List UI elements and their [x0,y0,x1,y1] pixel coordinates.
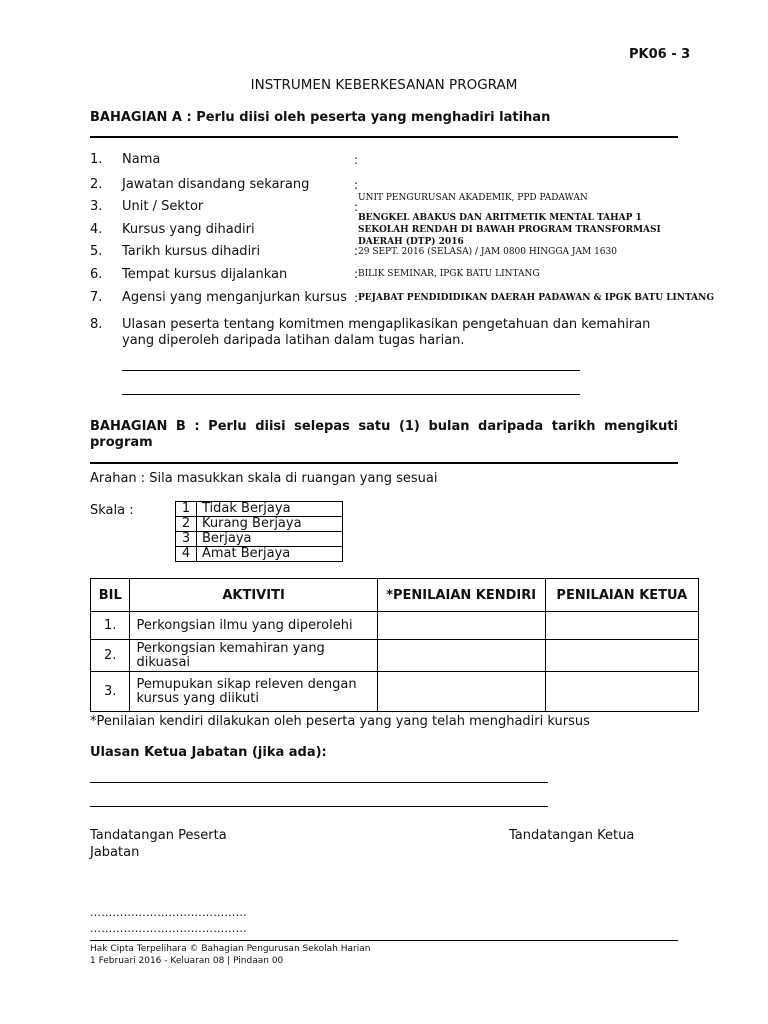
scale-table [175,501,343,562]
answer-line[interactable] [90,806,548,807]
scale-row [176,532,343,547]
item-colon: : [354,244,359,258]
answer-line[interactable] [122,370,580,371]
header-penilaian-ketua: PENILAIAN KETUA [545,579,698,612]
footer-copyright: Hak Cipta Terpelihara © Bahagian Pengurusan Sekolah Harian [90,944,371,954]
header-penilaian-kendiri: *PENILAIAN KENDIRI [377,579,545,612]
item-number: 6. [90,267,103,282]
item-colon: : [354,178,359,192]
ulasan-ketua-heading: Ulasan Ketua Jabatan (jika ada): [90,745,327,760]
item-number: 7. [90,290,103,305]
item-label-tarikh: Tarikh kursus dihadiri [122,244,261,259]
item-label-nama: Nama [122,152,161,167]
row-bil: 1. [91,612,130,640]
item-number: 8. [90,317,103,332]
cell-penilaian-kendiri[interactable] [377,640,545,672]
table-row [91,612,699,640]
item-value-kursus[interactable]: BENGKEL ABAKUS DAN ARITMETIK MENTAL TAHAP 1 SEKOLAH RENDAH DI BAWAH PROGRAM TRANSFORMASI DAERAH (DTP) 2016 [358,213,661,247]
signature-peserta-label: Tandatangan Peserta [90,828,227,843]
answer-line[interactable] [122,394,580,395]
answer-line[interactable] [90,782,548,783]
section-b-heading: BAHAGIAN B : Perlu diisi selepas satu (1) bulan daripada tarikh mengikuti [90,419,678,434]
cell-penilaian-ketua[interactable] [545,612,698,640]
item-8-text: Ulasan peserta tentang komitmen mengaplikasikan pengetahuan dan kemahiran yang diperoleh daripada latihan dalam tugas harian. [122,317,651,348]
cell-penilaian-ketua[interactable] [545,640,698,672]
item-number: 5. [90,244,103,259]
scale-text: Amat Berjaya [197,547,343,562]
activity-table [90,578,699,712]
item-label-unit: Unit / Sektor [122,199,204,214]
item-label-kursus: Kursus yang dihadiri [122,222,255,237]
item-number: 1. [90,152,103,167]
item-number: 4. [90,222,103,237]
scale-text: Berjaya [197,532,343,547]
table-row [91,640,699,672]
scale-label: Skala : [90,503,134,518]
scale-text: Tidak Berjaya [197,502,343,517]
row-bil: 2. [91,640,130,672]
item-value-agensi[interactable]: PEJABAT PENDIDIDIKAN DAERAH PADAWAN & IPGK BATU LINTANG [358,293,715,303]
scale-row [176,517,343,532]
instruction-text: Arahan : Sila masukkan skala di ruangan yang sesuai [90,471,438,486]
row-activity: Perkongsian kemahiran yang dikuasai [130,640,377,672]
item-value-tarikh[interactable]: 29 SEPT. 2016 (SELASA) / JAM 0800 HINGGA JAM 1630 [358,247,617,257]
scale-number: 2 [176,517,197,532]
signature-ketua-label: Tandatangan Ketua [509,828,635,843]
cell-penilaian-kendiri[interactable] [377,612,545,640]
signature-jabatan-label: Jabatan [90,845,140,860]
item-number: 3. [90,199,103,214]
footer-release: 1 Februari 2016 - Keluaran 08 | Pindaan 00 [90,956,284,966]
footnote-penilaian: *Penilaian kendiri dilakukan oleh peserta yang yang telah menghadiri kursus [90,714,590,729]
cell-penilaian-ketua[interactable] [545,672,698,712]
row-bil: 3. [91,672,130,712]
item-colon: : [354,291,359,305]
item-value-unit[interactable]: UNIT PENGURUSAN AKADEMIK, PPD PADAWAN [358,193,588,203]
item-colon: : [354,267,359,281]
cell-penilaian-kendiri[interactable] [377,672,545,712]
scale-number: 1 [176,502,197,517]
footer-divider [90,940,678,941]
document-code: PK06 - 3 [629,47,691,62]
signature-line-peserta[interactable]: …………………………………… [90,906,247,919]
item-number: 2. [90,177,103,192]
signature-line-ketua[interactable]: …………………………………… [90,922,247,935]
scale-row [176,547,343,562]
row-activity: Pemupukan sikap releven dengan kursus yang diikuti [130,672,377,712]
header-aktiviti: AKTIVITI [130,579,377,612]
row-activity: Perkongsian ilmu yang diperolehi [130,612,377,640]
section-a-heading: BAHAGIAN A : Perlu diisi oleh peserta yang menghadiri latihan [90,110,551,125]
scale-number: 4 [176,547,197,562]
scale-text: Kurang Berjaya [197,517,343,532]
page-title: INSTRUMEN KEBERKESANAN PROGRAM [250,77,518,93]
scale-number: 3 [176,532,197,547]
item-colon: : [354,200,359,214]
table-header-row [91,579,699,612]
scale-row [176,502,343,517]
table-row [91,672,699,712]
section-b-heading-cont: program [90,435,153,450]
item-label-jawatan: Jawatan disandang sekarang [122,177,310,192]
section-b-divider [90,462,678,464]
item-label-agensi: Agensi yang menganjurkan kursus [122,290,347,305]
section-a-divider [90,136,678,138]
item-value-tempat[interactable]: BILIK SEMINAR, IPGK BATU LINTANG [358,269,540,279]
item-label-tempat: Tempat kursus dijalankan [122,267,288,282]
item-colon: : [354,153,359,167]
header-bil: BIL [91,579,130,612]
